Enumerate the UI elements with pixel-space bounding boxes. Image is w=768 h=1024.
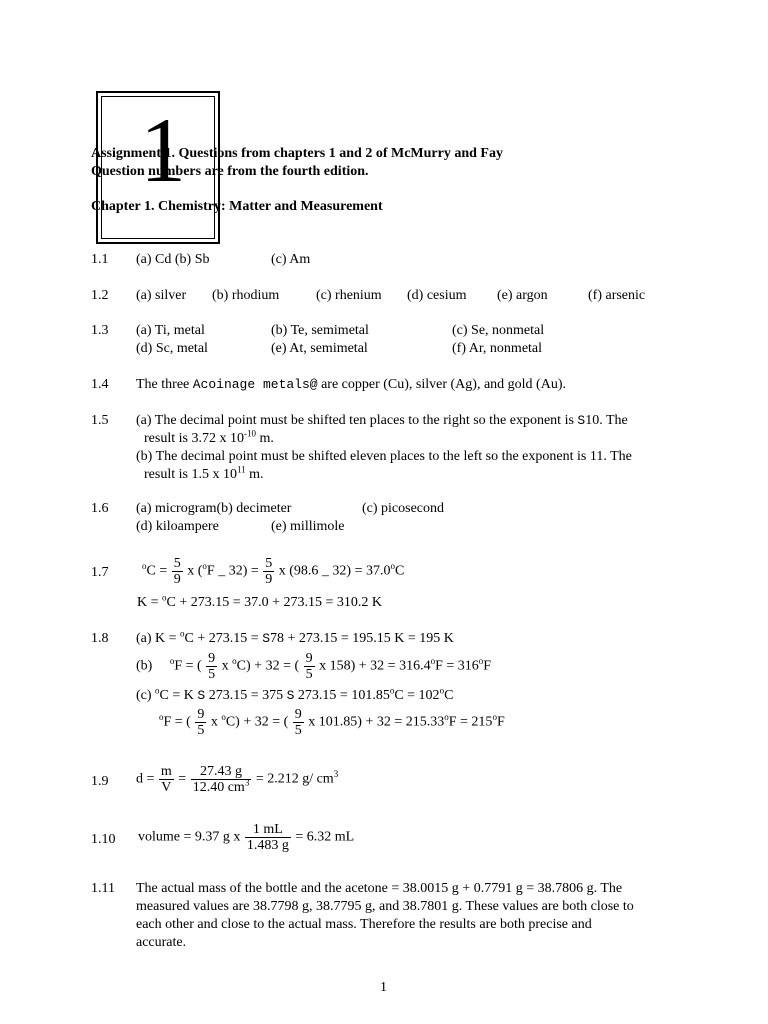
q-number: 1.2 bbox=[91, 288, 109, 303]
answer-part: (a) microgram(b) decimeter bbox=[136, 501, 292, 516]
answer-part: (d) cesium bbox=[407, 288, 467, 303]
q-number: 1.9 bbox=[91, 774, 109, 789]
answer-part: (a) Cd (b) Sb bbox=[136, 252, 210, 267]
answer-part: (c) rhenium bbox=[316, 288, 382, 303]
answer-text: each other and close to the actual mass. Therefore the results are both precise and bbox=[136, 917, 592, 932]
equation: K = $^o$C + 273.15 = 37.0 + 273.15 = 310.2 K bbox=[137, 592, 383, 610]
answer-text: result is 3.72 x $10^{-10}$ m. bbox=[144, 428, 274, 446]
q-number: 1.3 bbox=[91, 323, 109, 338]
answer-part: (c) Se, nonmetal bbox=[452, 323, 545, 338]
equation: (c) $^o$C = K S 273.15 = 375 S $273.15 = 101.85^oC = 102^oC$ bbox=[136, 685, 454, 703]
q-number: 1.6 bbox=[91, 501, 109, 516]
answer-text: measured values are 38.7798 g, 38.7795 g, and 38.7801 g. These values are both close to bbox=[136, 899, 634, 914]
equation: $^o$F = ( $\frac{9}{5}$ x $^o$C) + 32 = ( $\frac{9}{5}$ x $101.85) + 32 = 215.33^oF = 215^oF$ bbox=[159, 707, 505, 738]
answer-text: accurate. bbox=[136, 935, 187, 950]
chapter-title: Chapter 1. Chemistry: Matter and Measurement bbox=[91, 199, 383, 214]
equation: d = $\frac{m}{V}$ = $\frac{27.43 g}{12.40 cm^3}$ = 2.212 g/ $cm^3$ bbox=[136, 764, 339, 795]
q-number: 1.10 bbox=[91, 832, 116, 847]
answer-part: (c) picosecond bbox=[362, 501, 445, 516]
equation: volume = 9.37 g x $\frac{1 mL}{1.483 g}$ = 6.32 mL bbox=[138, 822, 355, 853]
answer-part: (a) silver bbox=[136, 288, 187, 303]
answer-part: (b) Te, semimetal bbox=[271, 323, 369, 338]
equation: (a) K = $^o$C + 273.15 = S78 + 273.15 = 195.15 K = 195 K bbox=[136, 628, 454, 646]
q-number: 1.8 bbox=[91, 631, 109, 646]
answer-text: The three Acoinage metals@ are copper (Cu), silver (Ag), and gold (Au). bbox=[136, 377, 566, 392]
answer-part: (a) Ti, metal bbox=[136, 323, 205, 338]
q-number: 1.4 bbox=[91, 377, 109, 392]
answer-text: (b) The decimal point must be shifted eleven places to the left so the exponent is 11. The bbox=[136, 449, 632, 464]
answer-part: (b) rhodium bbox=[212, 288, 280, 303]
equation: (b) $^o$F = ( $\frac{9}{5}$ x $^o$C) + 32 = ( $\frac{9}{5}$ x $158) + 32 = 316.4^oF = 316^oF$ bbox=[136, 651, 492, 682]
edition-note: Question numbers are from the fourth edition. bbox=[91, 164, 369, 179]
answer-part: (e) argon bbox=[497, 288, 548, 303]
q-number: 1.11 bbox=[91, 881, 115, 896]
q-number: 1.5 bbox=[91, 413, 109, 428]
answer-text: (a) The decimal point must be shifted ten places to the right so the exponent is S10. The bbox=[136, 413, 628, 428]
answer-part: (f) arsenic bbox=[588, 288, 646, 303]
answer-text: result is 1.5 x $10^{11}$ m. bbox=[144, 464, 264, 482]
answer-text: The actual mass of the bottle and the acetone = 38.0015 g + 0.7791 g = 38.7806 g. The bbox=[136, 881, 623, 896]
chapter-number: 1 bbox=[140, 99, 186, 201]
answer-part: (e) millimole bbox=[271, 519, 345, 534]
assignment-title: Assignment 1. Questions from chapters 1 and 2 of McMurry and Fay bbox=[91, 146, 503, 161]
answer-part: (f) Ar, nonmetal bbox=[452, 341, 543, 356]
answer-part: (c) Am bbox=[271, 252, 311, 267]
q-number: 1.7 bbox=[91, 565, 109, 580]
page-number: 1 bbox=[380, 980, 387, 995]
answer-part: (e) At, semimetal bbox=[271, 341, 368, 356]
answer-part: (d) Sc, metal bbox=[136, 341, 208, 356]
answer-part: (d) kiloampere bbox=[136, 519, 219, 534]
equation: $^o$C = $\frac{5}{9}$ x ($^o$F _ 32) = $\frac{5}{9}$ x (98.6 _ $32) = 37.0^oC$ bbox=[142, 556, 405, 587]
q-number: 1.1 bbox=[91, 252, 109, 267]
